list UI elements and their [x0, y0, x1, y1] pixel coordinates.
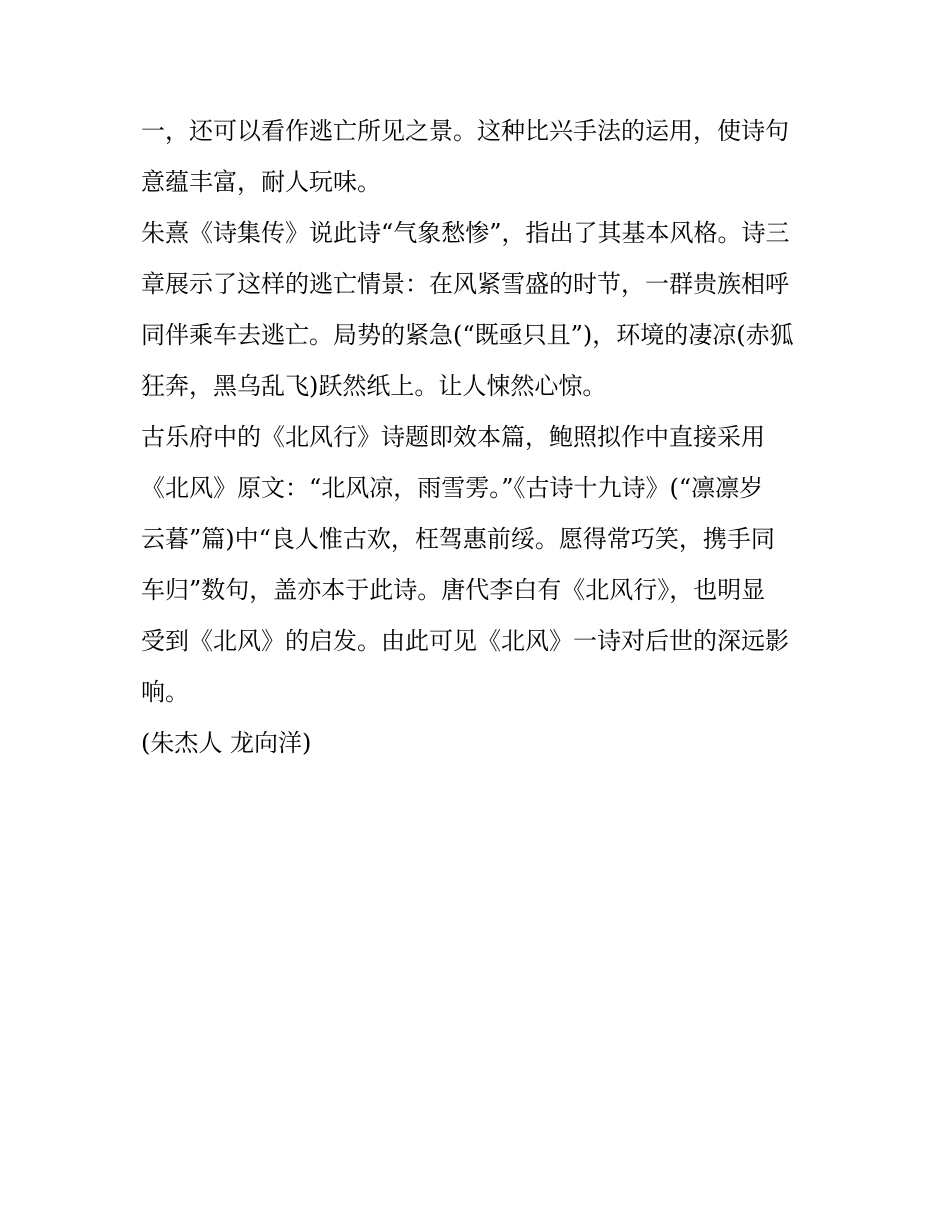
text-line: 章展示了这样的逃亡情景：在风紧雪盛的时节，一群贵族相呼 [141, 270, 789, 298]
text-line: 朱熹《诗集传》说此诗“气象愁惨”，指出了其基本风格。诗三 [141, 219, 790, 247]
author-credit: (朱杰人 龙向洋) [141, 729, 312, 757]
text-line: 受到《北风》的启发。由此可见《北风》一诗对后世的深远影 [141, 627, 789, 655]
text-line: 一，还可以看作逃亡所见之景。这种比兴手法的运用，使诗句 [141, 117, 789, 145]
document-body [141, 106, 831, 769]
text-line: 古乐府中的《北风行》诗题即效本篇，鲍照拟作中直接采用 [141, 423, 765, 451]
text-line: 意蕴丰富，耐人玩味。 [141, 168, 381, 196]
text-line: 云暮”篇)中“良人惟古欢，枉驾惠前绥。愿得常巧笑，携手同 [141, 525, 775, 553]
text-line: 车归”数句，盖亦本于此诗。唐代李白有《北风行》，也明显 [141, 576, 766, 604]
text-line: 同伴乘车去逃亡。局势的紧急(“既亟只且”)，环境的凄凉(赤狐 [141, 321, 794, 349]
text-line: 狂奔，黑乌乱飞)跃然纸上。让人悚然心惊。 [141, 372, 607, 400]
text-line: 《北风》原文：“北风凉，雨雪雱。”《古诗十九诗》(“凛凛岁 [141, 474, 764, 502]
text-line: 响。 [141, 678, 189, 706]
